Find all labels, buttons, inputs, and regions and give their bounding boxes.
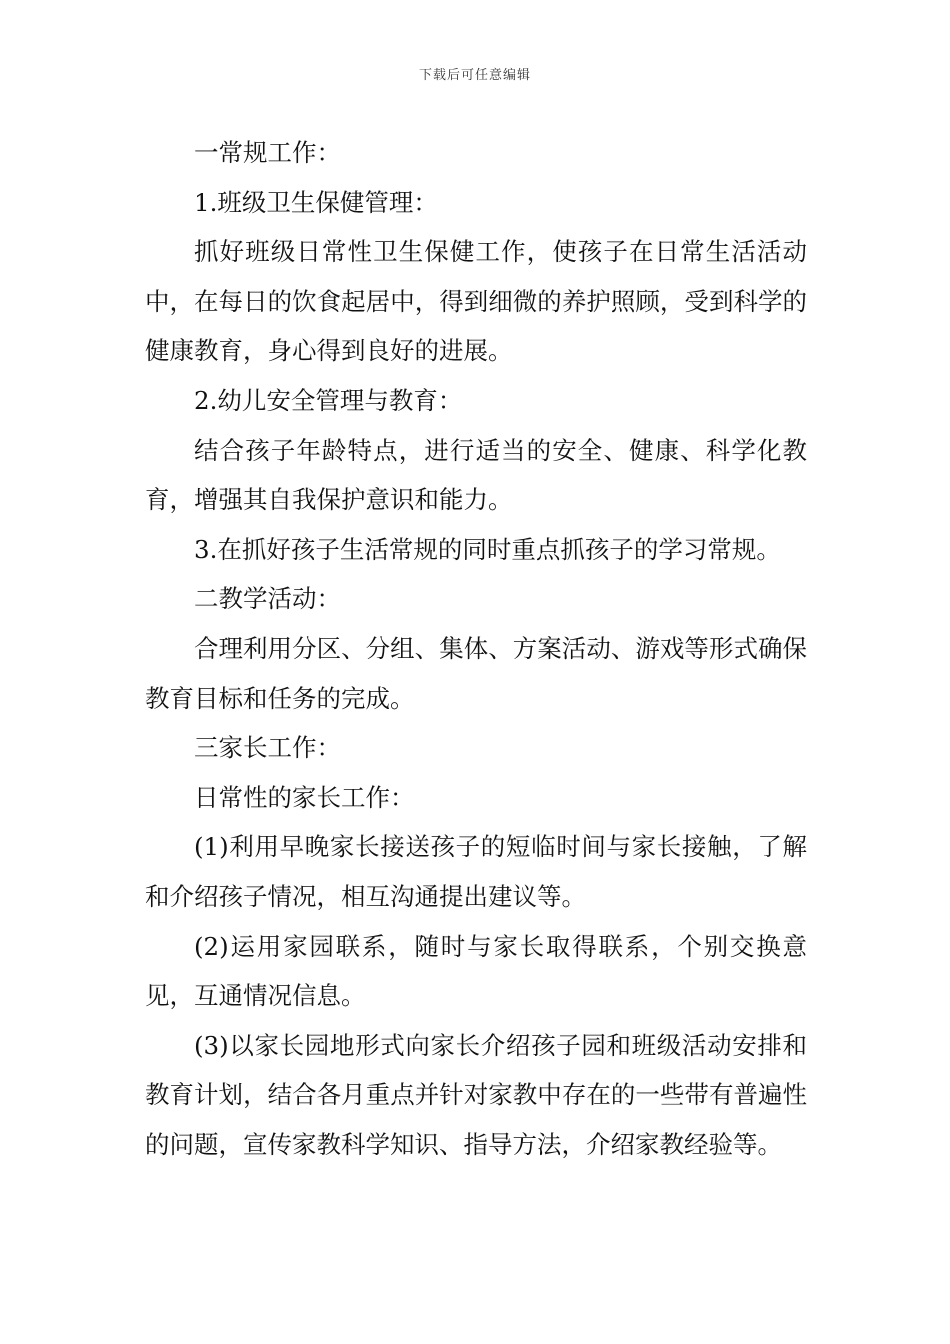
document-body bbox=[145, 128, 807, 1169]
parents-item-3: (3)以家长园地形式向家长介绍孩子园和班级活动安排和教育计划，结合各月重点并针对家教中存在的一些带有普遍性的问题，宣传家教科学知识、指导方法，介绍家教经验等。 bbox=[145, 1030, 807, 1159]
item-hygiene-text: 抓好班级日常性卫生保健工作，使孩子在日常生活活动中，在每日的饮食起居中，得到细微的养护照顾，受到科学的健康教育，身心得到良好的进展。 bbox=[145, 237, 807, 366]
teaching-text: 合理利用分区、分组、集体、方案活动、游戏等形式确保教育目标和任务的完成。 bbox=[145, 633, 807, 713]
section-heading-parents: 三家长工作： bbox=[194, 733, 341, 763]
item-learning-routine: 3.在抓好孩子生活常规的同时重点抓孩子的学习常规。 bbox=[194, 534, 781, 564]
item-safety-heading: 2.幼儿安全管理与教育： bbox=[194, 385, 463, 415]
item-hygiene-heading: 1.班级卫生保健管理： bbox=[194, 187, 438, 217]
item-safety-text: 结合孩子年龄特点，进行适当的安全、健康、科学化教育，增强其自我保护意识和能力。 bbox=[145, 435, 807, 515]
section-heading-routine: 一常规工作： bbox=[194, 138, 341, 167]
parents-item-2: (2)运用家园联系，随时与家长取得联系，个别交换意见，互通情况信息。 bbox=[145, 931, 807, 1011]
parents-item-1: (1)利用早晚家长接送孩子的短临时间与家长接触，了解和介绍孩子情况，相互沟通提出建议等。 bbox=[145, 832, 807, 911]
page-header: 下载后可任意编辑 bbox=[418, 68, 531, 83]
section-heading-teaching: 二教学活动： bbox=[194, 584, 341, 614]
parents-subheading: 日常性的家长工作： bbox=[194, 782, 415, 812]
